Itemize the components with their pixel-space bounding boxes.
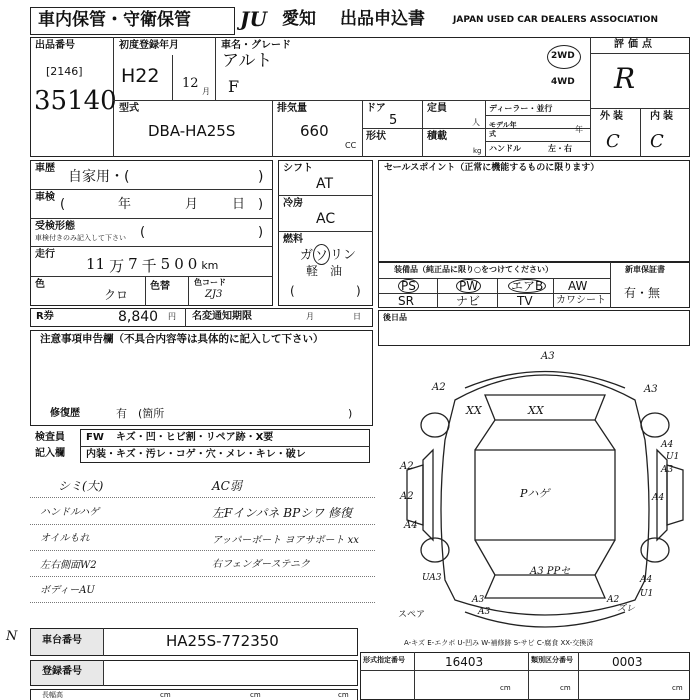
- transfer-month: 月: [306, 312, 314, 321]
- fuel-label: 燃料: [283, 234, 303, 245]
- mileage-digit-2: 万: [109, 257, 125, 275]
- aircon-label: 冷房: [283, 198, 303, 209]
- fuel-paren-close: ): [356, 284, 361, 298]
- aircon-value: AC: [316, 211, 336, 227]
- note-right-3: アッパーボート ヨアサポート xx: [212, 535, 359, 546]
- note-left-5: ボディーAU: [40, 585, 95, 596]
- mark-12: A4: [652, 493, 665, 503]
- cm-1: cm: [500, 684, 511, 692]
- transfer-day: 日: [353, 312, 361, 321]
- history-label: 車歴: [35, 163, 55, 174]
- drive-2wd: 2WD: [551, 51, 575, 61]
- rating-label: 評価点: [614, 39, 656, 50]
- repair-close: ): [348, 407, 353, 420]
- mileage-digit-7: 0: [187, 255, 198, 273]
- warranty-value: 有・無: [624, 286, 661, 300]
- interior-score: C: [650, 131, 664, 152]
- inspection-paren-close: ): [258, 197, 264, 212]
- mark-17: U1: [640, 589, 654, 599]
- recycle-label: R券: [36, 311, 54, 322]
- doors-value: 5: [389, 113, 398, 128]
- repair-value: 有 (箇所: [116, 407, 165, 420]
- equipment-airbag: エアB: [508, 279, 546, 293]
- equipment-sr: SR: [398, 294, 414, 308]
- mileage-digit-6: 0: [174, 255, 184, 273]
- color-code-label: 色コード: [194, 278, 226, 287]
- note-right-2: 左Fインパネ BPシワ 修復: [212, 506, 353, 520]
- notes-header: 注意事項申告欄（不具合内容等は具体的に記入して下さい）: [40, 333, 324, 345]
- equipment-navi: ナビ: [456, 294, 481, 308]
- fw-code: FW: [86, 432, 104, 443]
- registration-year: H22: [121, 65, 160, 87]
- note-left-2: ハンドルハゲ: [40, 507, 100, 518]
- note-left-4: 左右側面W2: [40, 560, 97, 571]
- legend-exterior: キズ・凹・ヒビ割・リペア跡・X要: [116, 432, 274, 443]
- model-grade: F: [228, 77, 240, 96]
- lot-label: 出品番号: [35, 40, 75, 51]
- registration-month: 12: [182, 76, 199, 91]
- mileage-unit: km: [201, 259, 219, 272]
- exterior-label: 外装: [600, 111, 626, 122]
- class-code-label: 類別区分番号: [531, 656, 573, 664]
- repair-label: 修復歴: [50, 408, 80, 419]
- mark-9: A2: [400, 461, 414, 472]
- year-unit: 年: [575, 125, 583, 134]
- note-right-4: 右フェンダーステニク: [212, 559, 310, 570]
- mark-13: A4: [404, 520, 418, 531]
- later-items-box: [378, 310, 690, 346]
- type-value: DBA-HA25S: [148, 122, 236, 140]
- mark-spare: スペア: [398, 610, 426, 620]
- fuel-gasoline: [300, 244, 356, 265]
- dimension-label: 長幅高: [42, 691, 63, 699]
- recycle-amount: 8,840: [118, 309, 159, 325]
- mileage-digit-4: 千: [141, 257, 157, 275]
- load-label: 積載: [427, 131, 447, 142]
- later-items-label: 後日品: [383, 313, 407, 322]
- mark-10: A2: [400, 491, 414, 502]
- load-unit: kg: [473, 147, 482, 155]
- legend-interior: 内装・キズ・汚レ・コゲ・穴・メレ・キレ・破レ: [86, 449, 306, 460]
- dimension-unit-2: cm: [250, 691, 261, 699]
- chassis-label: 車台番号: [42, 635, 82, 646]
- plate-label: 登録番号: [42, 666, 82, 677]
- model-year-label: モデル年式: [489, 121, 517, 138]
- mark-15: A3 PPセ: [530, 566, 571, 577]
- fuel-diesel: 軽 油: [306, 264, 343, 278]
- note-left-3: オイルもれ: [40, 533, 90, 544]
- mark-11: Pハゲ: [520, 487, 550, 500]
- mark-21: A3: [478, 607, 491, 617]
- mark-4: XX: [528, 404, 544, 417]
- equipment-seat: カワシート: [556, 295, 606, 306]
- model-label: 車名・グレード: [221, 40, 291, 51]
- acceptance-paren-open: (: [140, 225, 146, 240]
- registration-month-unit: 月: [202, 87, 210, 96]
- color-change-label: 色替: [150, 281, 170, 292]
- shape-label: 形状: [366, 131, 386, 142]
- capacity-unit: 人: [472, 118, 480, 127]
- association-name: JAPAN USED CAR DEALERS ASSOCIATION: [453, 15, 658, 25]
- dimension-row: [30, 689, 358, 700]
- mark-16: A4: [640, 575, 653, 585]
- shift-label: シフト: [283, 163, 313, 174]
- class-code-value: 0003: [612, 655, 643, 669]
- fuel-circled: ソ: [313, 244, 330, 265]
- interior-label: 内装: [650, 111, 676, 122]
- equipment-ps: PS: [398, 279, 419, 293]
- doors-label: ドア: [366, 103, 386, 114]
- type-code-label: 形式指定番号: [363, 656, 405, 664]
- history-value: 自家用・(: [68, 169, 130, 185]
- entry-label: 記入欄: [35, 448, 65, 459]
- mark-18: A3: [472, 595, 485, 605]
- mark-19: A2: [607, 595, 620, 605]
- acceptance-label: 受検形態: [35, 221, 75, 232]
- inspection-label: 車検: [35, 192, 55, 203]
- lot-bracket: [2146]: [46, 65, 83, 78]
- rating-score: R: [614, 62, 636, 95]
- mark-20: ズレ: [617, 604, 636, 614]
- mileage-label: 走行: [35, 249, 55, 260]
- region-name: 愛知: [282, 9, 316, 29]
- mark-3: XX: [466, 404, 482, 417]
- color-code: ZJ3: [205, 289, 223, 300]
- history-paren-close: ): [258, 169, 264, 185]
- mark-8: A3: [661, 465, 674, 475]
- cm-2: cm: [560, 684, 571, 692]
- fuel-opt-a: ガ: [300, 248, 314, 263]
- note-left-1: シミ(大): [58, 479, 104, 493]
- mark-1: A3: [541, 351, 555, 362]
- recycle-unit: 円: [168, 312, 176, 321]
- mileage-digit-1: 11: [86, 255, 106, 273]
- equipment-label: 装備品（純正品に限り○をつけてください）: [394, 265, 553, 274]
- inspection-paren-open: (: [60, 197, 66, 212]
- type-code-value: 16403: [445, 655, 484, 669]
- color-value: クロ: [104, 288, 129, 302]
- dimension-unit-3: cm: [338, 691, 349, 699]
- acceptance-paren-close: ): [258, 225, 264, 240]
- dealer-label: ディーラー・並行: [489, 104, 553, 113]
- displacement-unit: CC: [345, 141, 357, 150]
- mileage-digit-5: 5: [160, 255, 171, 273]
- fuel-paren-open: (: [290, 284, 295, 298]
- fuel-opt-b: リン: [330, 248, 357, 263]
- mark-14: UA3: [422, 573, 442, 583]
- form-title: 出品申込書: [340, 9, 425, 29]
- ju-logo: JU: [240, 7, 267, 31]
- model-name: アルト: [222, 51, 273, 71]
- type-label: 型式: [119, 103, 139, 114]
- inspection-month-unit: 月: [185, 197, 199, 212]
- equipment-aw: AW: [568, 279, 588, 293]
- transfer-label: 名変通知期限: [192, 311, 252, 322]
- note-right-1: AC弱: [212, 479, 242, 493]
- top-info-table: [30, 37, 690, 157]
- mileage-digit-3: 7: [128, 255, 138, 273]
- color-label: 色: [35, 279, 45, 290]
- acceptance-note: 車検付きのみ記入して下さい: [35, 234, 126, 242]
- warranty-label: 新車保証書: [625, 265, 665, 274]
- mark-2: A2: [432, 382, 446, 393]
- mark-6: A4: [661, 440, 674, 450]
- handle-value: 左・右: [548, 144, 572, 153]
- displacement-value: 660: [300, 122, 329, 140]
- dimension-unit-1: cm: [160, 691, 171, 699]
- shift-value: AT: [316, 176, 334, 192]
- side-mark: N: [6, 629, 18, 644]
- inspection-day-unit: 日: [232, 197, 246, 212]
- equipment-pw: PW: [456, 279, 481, 293]
- drive-4wd: 4WD: [551, 77, 575, 87]
- exterior-score: C: [606, 131, 620, 152]
- cm-3: cm: [672, 684, 683, 692]
- displacement-label: 排気量: [277, 103, 307, 114]
- equipment-tv: TV: [517, 294, 533, 308]
- mileage-digits: [86, 255, 218, 276]
- registration-label: 初度登録年月: [119, 40, 179, 51]
- sales-point-label: セールスポイント（正常に機能するものに限ります）: [384, 163, 600, 173]
- inspection-year-unit: 年: [118, 197, 132, 212]
- sales-point-box: [378, 160, 690, 262]
- lot-number: 35140: [34, 86, 117, 116]
- mark-7: U1: [666, 452, 680, 462]
- inspector-label: 検査員: [35, 432, 65, 443]
- mark-5: A3: [644, 384, 658, 395]
- capacity-label: 定員: [427, 103, 447, 114]
- damage-code-legend: A-キズ E-エクボ U-凹み W-補修跡 S-サビ C-腐食 XX-交換済: [404, 639, 594, 647]
- storage-title: 車内保管・守衛保管: [38, 10, 191, 30]
- handle-label: ハンドル: [489, 144, 521, 153]
- chassis-value: HA25S-772350: [166, 632, 279, 650]
